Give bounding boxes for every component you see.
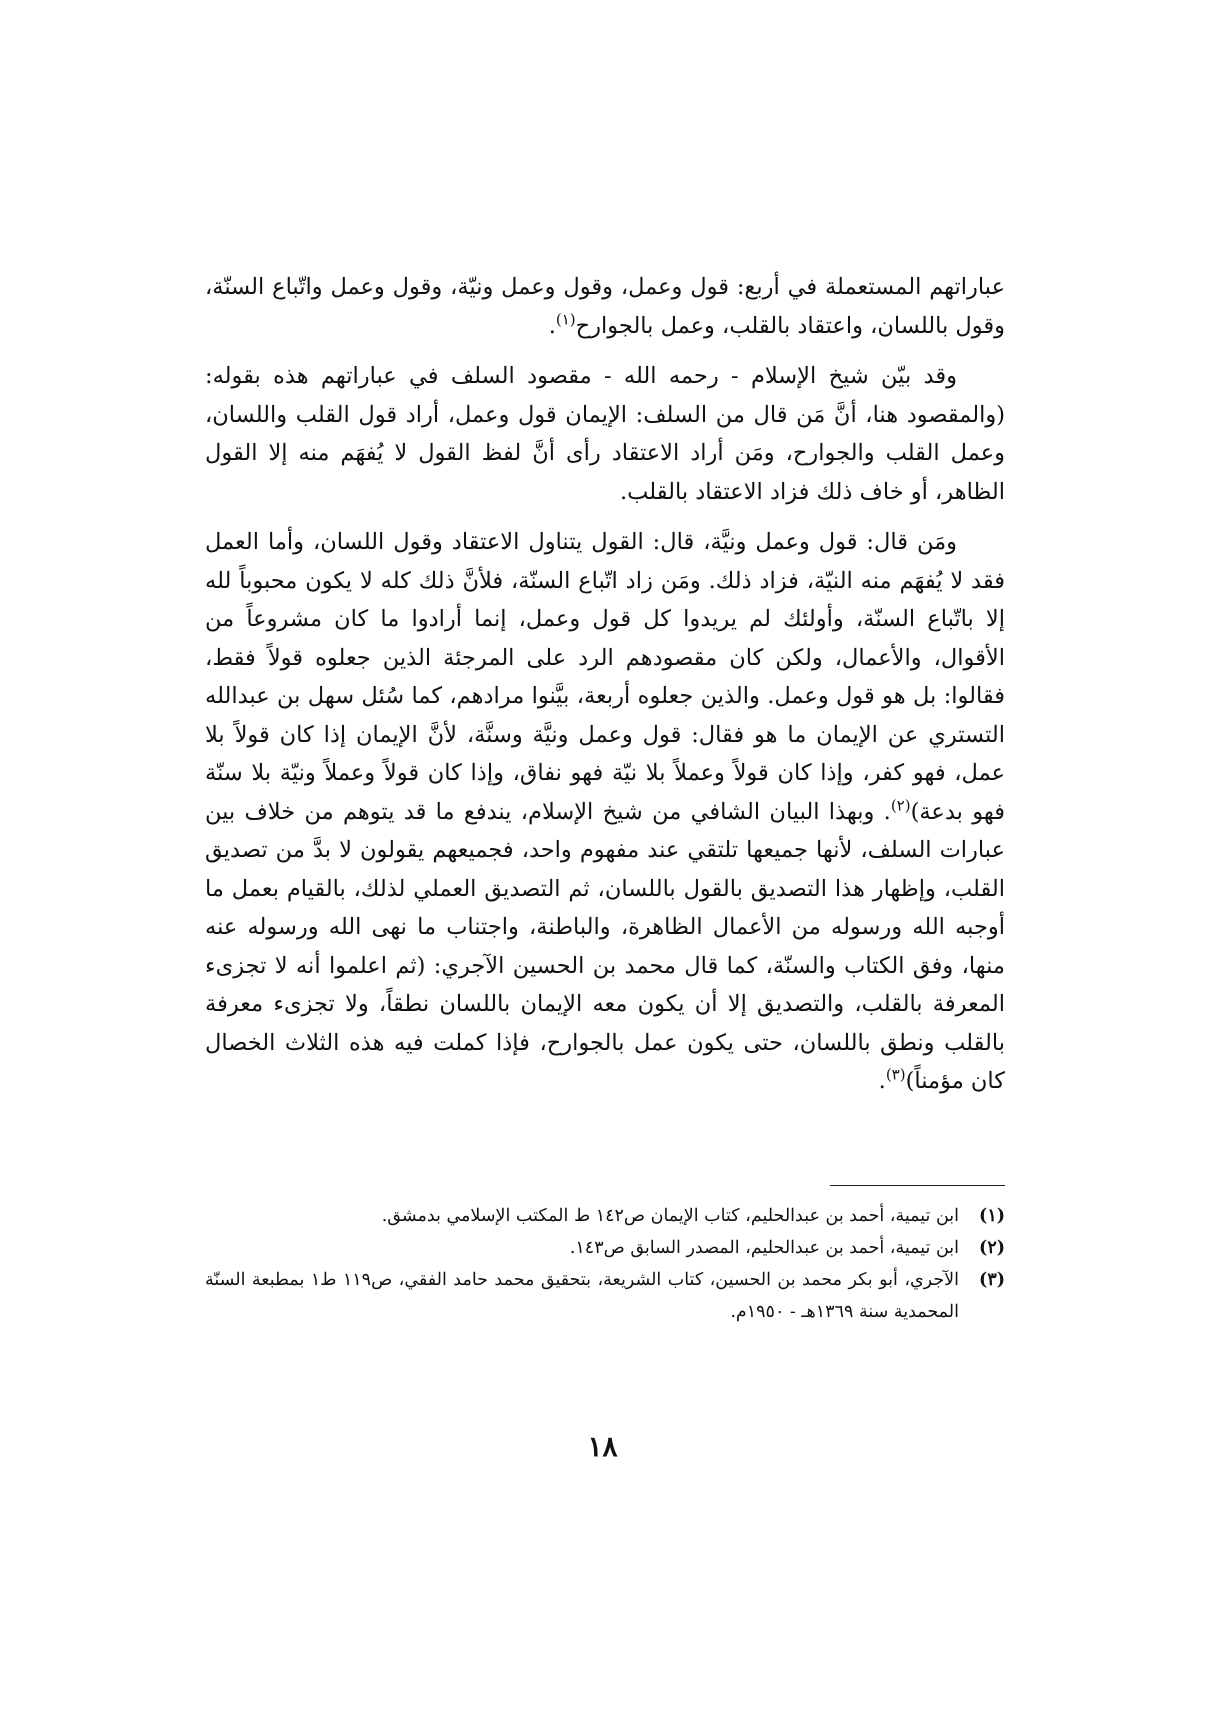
footnote-2 [205, 1232, 1005, 1264]
footnote-text: ابن تيمية، أحمد بن عبدالحليم، المصدر السابق ص١٤٣. [569, 1238, 959, 1258]
page-number: ١٨ [587, 1430, 618, 1463]
footnote-1 [205, 1200, 1005, 1232]
paragraph-3-end: . [878, 1068, 886, 1094]
paragraph-2-text: وقد بيّن شيخ الإسلام - رحمه الله - مقصود السلف في عباراتهم هذه بقوله: (والمقصود هنا، أنَّ مَن قال من السلف: الإيمان قول وعمل، أراد قول القلب واللسان، وعمل القلب والجوارح، ومَن أراد الاعتقاد رأى أنَّ لفظ القول لا يُفهَم منه إلا القول الظاهر، أو خاف ذلك فزاد الاعتقاد بالقلب. [205, 363, 1005, 505]
paragraph-1-tail: . [548, 312, 556, 339]
paragraph-1 [205, 268, 1005, 345]
footnote-number: (٣) [979, 1270, 1005, 1290]
footnote-ref-1[interactable]: (١) [555, 310, 576, 328]
footnote-text: ابن تيمية، أحمد بن عبدالحليم، كتاب الإيمان ص١٤٢ ط المكتب الإسلامي بدمشق. [381, 1206, 959, 1226]
paragraph-1-text: عباراتهم المستعملة في أربع: قول وعمل، وقول وعمل ونيّة، وقول وعمل واتّباع السنّة، وقول باللسان، واعتقاد بالقلب، وعمل بالجوارح [205, 274, 1005, 339]
footnote-ref-2[interactable]: (٢) [890, 796, 911, 814]
paragraph-3-text: ومَن قال: قول وعمل ونيَّة، قال: القول يتناول الاعتقاد وقول اللسان، وأما العمل فقد لا يُفهَم منه النيّة، فزاد ذلك. ومَن زاد اتّباع السنّة، فلأنَّ ذلك كله لا يكون محبوباً لله إلا باتّباع السنّة، وأولئك لم يريدوا كل قول وعمل، إنما أرادوا ما كان مشروعاً من الأقوال، والأعمال، ولكن كان مقصودهم الرد على المرجئة الذين جعلوه قولاً فقط، فقالوا: بل هو قول وعمل. والذين جعلوه أربعة، بيَّنوا مرادهم، كما سُئل سهل بن عبدالله التستري عن الإيمان ما هو فقال: قول وعمل ونيَّة وسنَّة، لأنَّ الإيمان إذا كان قولاً بلا عمل، فهو كفر، وإذا كان قولاً وعملاً بلا نيّة فهو نفاق، وإذا كان قولاً وعملاً ونيّة بلا سنّة فهو بدعة) [205, 529, 1005, 825]
footnote-number: (٢) [979, 1238, 1005, 1258]
footnote-3 [205, 1264, 1005, 1328]
footnote-separator [830, 1185, 1005, 1186]
footnote-number: (١) [979, 1206, 1005, 1226]
footnote-text: الآجري، أبو بكر محمد بن الحسين، كتاب الشريعة، بتحقيق محمد حامد الفقي، ص١١٩ ط١ بمطبعة السنّة المحمدية سنة ١٣٦٩هـ - ١٩٥٠م. [205, 1270, 959, 1322]
paragraph-2 [205, 357, 1005, 511]
footnotes [205, 1200, 1005, 1328]
footnote-ref-3[interactable]: (٣) [885, 1065, 906, 1084]
paragraph-3-tail: . وبهذا البيان الشافي من شيخ الإسلام، يندفع ما قد يتوهم من خلاف بين عبارات السلف، لأنها جميعها تلتقي عند مفهوم واحد، فجميعهم يقولون لا بدَّ من تصديق القلب، وإظهار هذا التصديق بالقول باللسان، ثم التصديق العملي لذلك، بالقيام بعمل ما أوجبه الله ورسوله من الأعمال الظاهرة، والباطنة، واجتناب ما نهى الله ورسوله عنه منها، وفق الكتاب والسنّة، كما قال محمد بن الحسين الآجري: (ثم اعلموا أنه لا تجزىء المعرفة بالقلب، والتصديق إلا أن يكون معه الإيمان باللسان نطقاً، ولا تجزىء معرفة بالقلب ونطق باللسان، حتى يكون عمل بالجوارح، فإذا كملت فيه هذه الثلاث الخصال كان مؤمناً) [205, 798, 1005, 1094]
paragraph-3 [205, 523, 1005, 1101]
main-text [205, 268, 1005, 1113]
